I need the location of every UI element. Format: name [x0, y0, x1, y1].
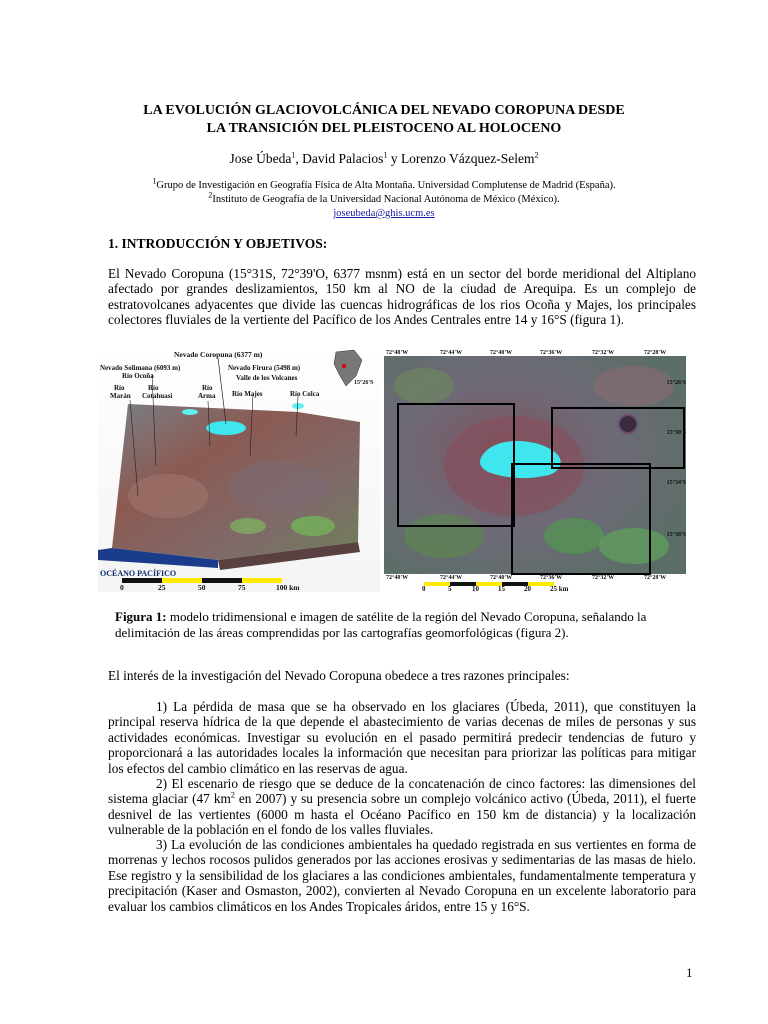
vegetation-patch — [404, 514, 484, 558]
reason-2-text: en 2007) y su presencia sobre un complejo volcánico activo (Úbeda, 2011), el fuerte desnivel de las vertientes (6000 m hasta el Océano Pacífico en 150 km de distancia) y la localización vulnerable de la población en el fondo de los valles fluviales. — [108, 791, 696, 838]
affiliation-marker: 2 — [208, 190, 213, 200]
lon-tick: 72°28'W — [644, 350, 667, 356]
glacier-solimana — [182, 409, 198, 415]
label-solimana: Nevado Solimana (6093 m) — [100, 364, 181, 372]
label-rio-colca: Río Colca — [290, 390, 320, 398]
label-rio-cotahuasi-2: Cotahuasi — [142, 392, 173, 400]
label-rio-arma: Río — [202, 384, 213, 392]
lon-tick: 72°44'W — [440, 350, 463, 356]
scale-tick: 0 — [422, 585, 426, 593]
caption-label: Figura 1: — [115, 609, 167, 624]
crater — [619, 415, 637, 433]
lon-tick: 72°48'W — [386, 350, 409, 356]
interest-paragraph: El interés de la investigación del Nevado Coropuna obedece a tres razones principales: — [108, 668, 570, 683]
vegetation-patch — [230, 518, 266, 534]
scale-segment — [202, 578, 242, 583]
reason-1: 1) La pérdida de masa que se ha observado en los glaciares (Úbeda, 2011), que constituyen la principal reserva hídrica de la que depende el abastecimiento de varias decenas de miles de personas y sus actividades económicas. Investigar su evolución en el pasado permitirá predecir tendencias de futuro y proporcionará a las autoridades locales la información que necesitan para priorizar las políticas para mitigar los efectos del cambio climático en las reservas de agua. — [108, 699, 696, 776]
affiliation-text: Grupo de Investigación en Geografía Física de Alta Montaña. Universidad Complutense de Madrid (España). — [156, 180, 616, 191]
figure-caption — [115, 609, 655, 640]
vegetation-patch — [599, 528, 669, 564]
lon-tick: 72°32'W — [592, 575, 615, 581]
affiliation-marker: 1 — [291, 150, 296, 160]
lon-tick: 72°28'W — [644, 575, 667, 581]
figure-satellite-image — [354, 346, 686, 593]
scale-tick: 100 km — [276, 583, 300, 592]
affiliation-2 — [0, 190, 768, 206]
terrain-texture — [128, 474, 208, 518]
vegetation-patch — [544, 518, 604, 554]
scale-tick: 5 — [448, 585, 452, 593]
email-link[interactable]: joseubeda@ghis.ucm.es — [333, 208, 435, 219]
glacier-firura — [292, 403, 304, 409]
scale-segment — [424, 582, 450, 586]
scale-tick: 25 km — [550, 585, 569, 593]
scale-tick: 15 — [498, 585, 505, 593]
caption-text: modelo tridimensional e imagen de satélite de la región del Nevado Coropuna, señalando la delimitación de las áreas comprendidas por las cartografías geomorfológicas (figura 2). — [115, 609, 647, 640]
scale-segment — [122, 578, 162, 583]
terrain-texture — [394, 368, 454, 404]
lon-tick: 72°40'W — [490, 575, 513, 581]
terrain-texture — [594, 366, 674, 406]
affiliation-marker: 1 — [383, 150, 388, 160]
author-name: Lorenzo Vázquez-Selem — [400, 151, 535, 166]
vegetation-patch — [291, 516, 335, 536]
reason-3: 3) La evolución de las condiciones ambientales ha quedado registrada en sus vertientes en forma de morrenas y lechos rocosos pulidos generados por las acciones erosivas y sedimentarias de las masas de hielo. Ese registro y la sensibilidad de los glaciares a las condiciones ambientales, fundamentalmente temperatura y precipitación (Kaser and Osmaston, 2002), convierten al Nevado Coropuna en un excelente laboratorio para evaluar los cambios climáticos en los Andes Tropicales áridos, entre 15 y 16°S. — [108, 837, 696, 914]
affiliation-marker: 1 — [152, 176, 157, 186]
lon-tick: 72°36'W — [540, 575, 563, 581]
label-valle: Valle de los Volcanes — [236, 374, 298, 382]
scale-tick: 75 — [238, 583, 246, 592]
lon-tick: 72°36'W — [540, 350, 563, 356]
scale-tick: 50 — [198, 583, 206, 592]
scale-segment — [162, 578, 202, 583]
affiliation-1 — [0, 176, 768, 192]
lat-tick: 15°26'S — [354, 380, 374, 386]
location-marker — [342, 364, 346, 368]
lon-tick: 72°40'W — [490, 350, 513, 356]
lon-tick: 72°48'W — [386, 575, 409, 581]
page-number: 1 — [686, 965, 693, 980]
terrain-texture — [228, 461, 328, 511]
lon-tick: 72°32'W — [592, 350, 615, 356]
author-separator: y — [387, 151, 401, 166]
label-rio-majes: Río Majes — [232, 390, 263, 398]
label-rio-ocona: Río Ocoña — [122, 372, 154, 380]
section-heading: 1. INTRODUCCIÓN Y OBJETIVOS: — [108, 236, 328, 251]
paper-title-line-1: LA EVOLUCIÓN GLACIOVOLCÁNICA DEL NEVADO COROPUNA DESDE — [143, 103, 625, 118]
author-name: David Palacios — [302, 151, 384, 166]
author-separator: , — [295, 151, 303, 166]
label-rio-maran: Río — [114, 384, 125, 392]
author-list — [0, 151, 768, 167]
label-oceano: OCÉANO PACÍFICO — [100, 569, 177, 578]
paper-title-line-2: LA TRANSICIÓN DEL PLEISTOCENO AL HOLOCENO — [206, 121, 562, 136]
scale-tick: 10 — [472, 585, 479, 593]
label-coropuna: Nevado Coropuna (6377 m) — [174, 350, 263, 359]
scale-tick: 0 — [120, 583, 124, 592]
figure-3d-model — [98, 346, 380, 592]
label-rio-cotahuasi: Río — [148, 384, 159, 392]
author-name: Jose Úbeda — [229, 151, 292, 166]
lat-tick: 15°38'S — [666, 532, 686, 538]
scale-tick: 20 — [524, 585, 531, 593]
lon-tick: 72°44'W — [440, 575, 463, 581]
reason-2-text: 2) El escenario de riesgo que se deduce de la concatenación de cinco factores: las dimensiones del sistema glaciar (47 km — [108, 776, 696, 807]
label-rio-arma-2: Arma — [198, 392, 216, 400]
intro-paragraph: El Nevado Coropuna (15°31S, 72°39'O, 6377 msnm) está en un sector del borde meridional del Altiplano afectado por grandes deslizamientos, 150 km al NO de la ciudad de Arequipa. Es un complejo de estratovolcanes adyacentes que divide las cuencas hidrográficas de los rios Ocoña y Majes, los principales colectores fluviales de la vertiente del Pacífico de los Andes Centrales entre 14 y 16°S (figura 1). — [108, 266, 696, 328]
label-firura: Nevado Firura (5498 m) — [228, 364, 301, 372]
lat-tick: 15°34'S — [666, 480, 686, 486]
lat-tick: 15°26'S — [666, 380, 686, 386]
label-rio-maran-2: Marán — [110, 392, 131, 400]
reason-2 — [108, 776, 696, 838]
affiliation-marker: 2 — [534, 150, 539, 160]
lat-tick: 15°30'S — [666, 430, 686, 436]
affiliation-text: Instituto de Geografía de la Universidad Nacional Autónoma de México (México). — [212, 194, 560, 205]
superscript: 2 — [230, 790, 235, 800]
scale-tick: 25 — [158, 583, 166, 592]
